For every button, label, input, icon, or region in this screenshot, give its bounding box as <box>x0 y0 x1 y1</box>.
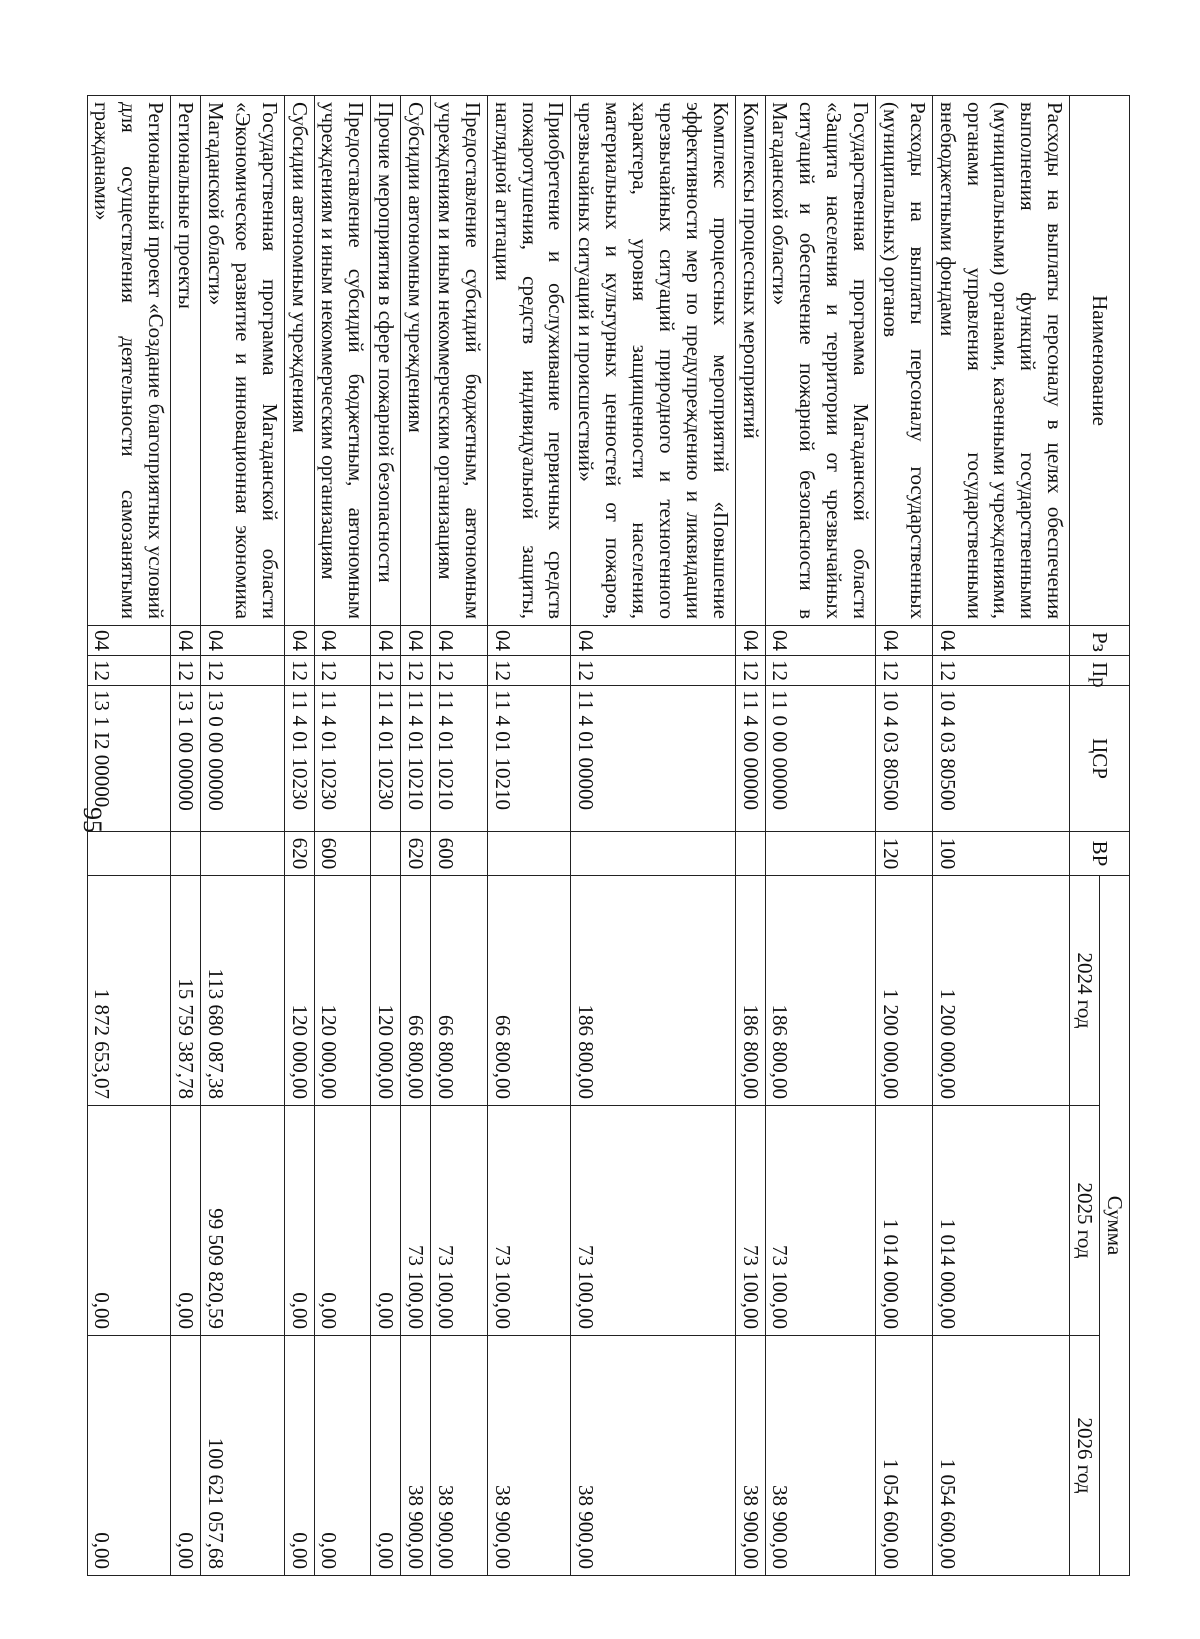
row-sum-2024: 1 200 000,00 <box>876 876 933 1106</box>
table-row <box>765 96 876 1576</box>
row-rz: 04 <box>487 626 571 656</box>
header-2026: 2026 год <box>1070 1336 1100 1576</box>
row-csr: 11 4 01 10230 <box>371 686 401 832</box>
row-pr: 12 <box>932 656 1069 686</box>
row-sum-2025: 0,00 <box>87 1106 171 1336</box>
row-rz: 04 <box>876 626 933 656</box>
row-csr: 11 4 01 10210 <box>431 686 488 832</box>
row-csr: 11 4 01 00000 <box>571 686 735 832</box>
row-vr: 120 <box>876 832 933 876</box>
table-row <box>401 96 431 1576</box>
row-csr: 13 1 I2 00000 <box>87 686 171 832</box>
row-name: Региональные проекты <box>171 96 201 626</box>
table-row <box>314 96 371 1576</box>
row-sum-2024: 15 759 387,78 <box>171 876 201 1106</box>
row-sum-2024: 186 800,00 <box>571 876 735 1106</box>
row-rz: 04 <box>735 626 765 656</box>
row-pr: 12 <box>371 656 401 686</box>
row-vr: 100 <box>932 832 1069 876</box>
row-pr: 12 <box>876 656 933 686</box>
table-row <box>431 96 488 1576</box>
row-sum-2025: 73 100,00 <box>765 1106 876 1336</box>
table-row <box>571 96 735 1576</box>
table-row <box>735 96 765 1576</box>
row-sum-2026: 38 900,00 <box>401 1336 431 1576</box>
row-sum-2026: 0,00 <box>171 1336 201 1576</box>
row-rz: 04 <box>765 626 876 656</box>
header-rz: Рз <box>1070 626 1130 656</box>
table-row <box>171 96 201 1576</box>
row-name: Прочие мероприятия в сфере пожарной безопасности <box>371 96 401 626</box>
row-sum-2026: 1 054 600,00 <box>876 1336 933 1576</box>
header-sum: Сумма <box>1100 876 1130 1576</box>
row-sum-2024: 113 680 087,38 <box>201 876 285 1106</box>
row-sum-2024: 120 000,00 <box>314 876 371 1106</box>
row-name: Региональный проект «Создание благоприятных условий для осуществления деятельности самозанятыми гражданами» <box>87 96 171 626</box>
row-rz: 04 <box>431 626 488 656</box>
row-sum-2025: 73 100,00 <box>487 1106 571 1336</box>
row-vr <box>87 832 171 876</box>
row-name: Государственная программа Магаданской области «Экономическое развитие и инновационная экономика Магаданской области» <box>201 96 285 626</box>
row-pr: 12 <box>171 656 201 686</box>
row-sum-2025: 99 509 820,59 <box>201 1106 285 1336</box>
row-sum-2025: 0,00 <box>284 1106 314 1336</box>
row-sum-2026: 0,00 <box>371 1336 401 1576</box>
table-row <box>932 96 1069 1576</box>
row-sum-2025: 0,00 <box>314 1106 371 1336</box>
row-sum-2026: 38 900,00 <box>487 1336 571 1576</box>
row-sum-2026: 38 900,00 <box>431 1336 488 1576</box>
row-vr: 620 <box>284 832 314 876</box>
row-rz: 04 <box>87 626 171 656</box>
table-body <box>87 96 1070 1576</box>
row-csr: 10 4 03 80500 <box>876 686 933 832</box>
row-pr: 12 <box>401 656 431 686</box>
row-pr: 12 <box>487 656 571 686</box>
row-sum-2024: 120 000,00 <box>371 876 401 1106</box>
table-row <box>487 96 571 1576</box>
row-rz: 04 <box>201 626 285 656</box>
table-row <box>201 96 285 1576</box>
row-vr: 620 <box>401 832 431 876</box>
row-sum-2024: 1 872 653,07 <box>87 876 171 1106</box>
row-rz: 04 <box>401 626 431 656</box>
row-sum-2026: 1 054 600,00 <box>932 1336 1069 1576</box>
row-csr: 13 0 00 00000 <box>201 686 285 832</box>
row-sum-2026: 0,00 <box>87 1336 171 1576</box>
row-name: Субсидии автономным учреждениям <box>401 96 431 626</box>
row-vr <box>371 832 401 876</box>
row-sum-2025: 1 014 000,00 <box>876 1106 933 1336</box>
row-name: Предоставление субсидий бюджетным, автономным учреждениям и иным некоммерческим организациям <box>431 96 488 626</box>
row-rz: 04 <box>932 626 1069 656</box>
row-vr <box>487 832 571 876</box>
row-pr: 12 <box>284 656 314 686</box>
header-vr: ВР <box>1070 832 1130 876</box>
table-row <box>876 96 933 1576</box>
row-vr <box>765 832 876 876</box>
row-csr: 11 4 01 10230 <box>284 686 314 832</box>
row-sum-2025: 0,00 <box>371 1106 401 1336</box>
row-vr <box>571 832 735 876</box>
row-name: Государственная программа Магаданской области «Защита населения и территории от чрезвычайных ситуаций и обеспечение пожарной безопасности в Магаданской области» <box>765 96 876 626</box>
row-sum-2025: 73 100,00 <box>401 1106 431 1336</box>
row-csr: 11 4 01 10230 <box>314 686 371 832</box>
row-vr <box>201 832 285 876</box>
row-pr: 12 <box>571 656 735 686</box>
row-sum-2026: 38 900,00 <box>735 1336 765 1576</box>
row-csr: 11 4 01 10210 <box>487 686 571 832</box>
row-pr: 12 <box>765 656 876 686</box>
row-sum-2024: 186 800,00 <box>765 876 876 1106</box>
header-csr: ЦСР <box>1070 686 1130 832</box>
row-rz: 04 <box>371 626 401 656</box>
row-sum-2025: 0,00 <box>171 1106 201 1336</box>
row-csr: 13 1 00 00000 <box>171 686 201 832</box>
row-name: Приобретение и обслуживание первичных средств пожаротушения, средств индивидуальной защиты, наглядной агитации <box>487 96 571 626</box>
row-sum-2024: 186 800,00 <box>735 876 765 1106</box>
row-name: Комплексы процессных мероприятий <box>735 96 765 626</box>
row-pr: 12 <box>87 656 171 686</box>
row-vr <box>171 832 201 876</box>
row-csr: 10 4 03 80500 <box>932 686 1069 832</box>
header-pr: Пр <box>1070 656 1130 686</box>
row-sum-2024: 66 800,00 <box>431 876 488 1106</box>
row-sum-2025: 1 014 000,00 <box>932 1106 1069 1336</box>
row-sum-2024: 66 800,00 <box>401 876 431 1106</box>
row-sum-2024: 120 000,00 <box>284 876 314 1106</box>
row-sum-2024: 1 200 000,00 <box>932 876 1069 1106</box>
row-sum-2024: 66 800,00 <box>487 876 571 1106</box>
row-sum-2025: 73 100,00 <box>431 1106 488 1336</box>
header-name: Наименование <box>1070 96 1130 626</box>
row-csr: 11 4 00 00000 <box>735 686 765 832</box>
row-sum-2026: 0,00 <box>284 1336 314 1576</box>
row-rz: 04 <box>171 626 201 656</box>
row-sum-2026: 38 900,00 <box>571 1336 735 1576</box>
row-rz: 04 <box>314 626 371 656</box>
header-2025: 2025 год <box>1070 1106 1100 1336</box>
rotated-page-content <box>90 95 1130 1575</box>
row-pr: 12 <box>735 656 765 686</box>
row-sum-2026: 0,00 <box>314 1336 371 1576</box>
row-name: Комплекс процессных мероприятий «Повышение эффективности мер по предупреждению и ликвидации чрезвычайных ситуаций природного и техногенного характера, уровня защищенности населения, материальных и культурных ценностей от пожаров, чрезвычайных ситуаций и происшествий» <box>571 96 735 626</box>
row-sum-2025: 73 100,00 <box>571 1106 735 1336</box>
row-name: Субсидии автономным учреждениям <box>284 96 314 626</box>
row-sum-2025: 73 100,00 <box>735 1106 765 1336</box>
table-row <box>87 96 171 1576</box>
row-pr: 12 <box>201 656 285 686</box>
row-vr <box>735 832 765 876</box>
row-sum-2026: 100 621 057,68 <box>201 1336 285 1576</box>
table-row <box>371 96 401 1576</box>
row-name: Предоставление субсидий бюджетным, автономным учреждениям и иным некоммерческим организациям <box>314 96 371 626</box>
row-name: Расходы на выплаты персоналу в целях обеспечения выполнения функций государственными (муниципальными) органами, казенными учреждениями, органами управления государственными внебюджетными фондами <box>932 96 1069 626</box>
row-csr: 11 0 00 00000 <box>765 686 876 832</box>
row-vr: 600 <box>431 832 488 876</box>
row-csr: 11 4 01 10210 <box>401 686 431 832</box>
header-2024: 2024 год <box>1070 876 1100 1106</box>
row-sum-2026: 38 900,00 <box>765 1336 876 1576</box>
table-row <box>284 96 314 1576</box>
row-name: Расходы на выплаты персоналу государственных (муниципальных) органов <box>876 96 933 626</box>
row-rz: 04 <box>284 626 314 656</box>
row-pr: 12 <box>314 656 371 686</box>
budget-table <box>87 95 1130 1576</box>
page-number: 95 <box>78 807 107 833</box>
row-vr: 600 <box>314 832 371 876</box>
row-pr: 12 <box>431 656 488 686</box>
row-rz: 04 <box>571 626 735 656</box>
